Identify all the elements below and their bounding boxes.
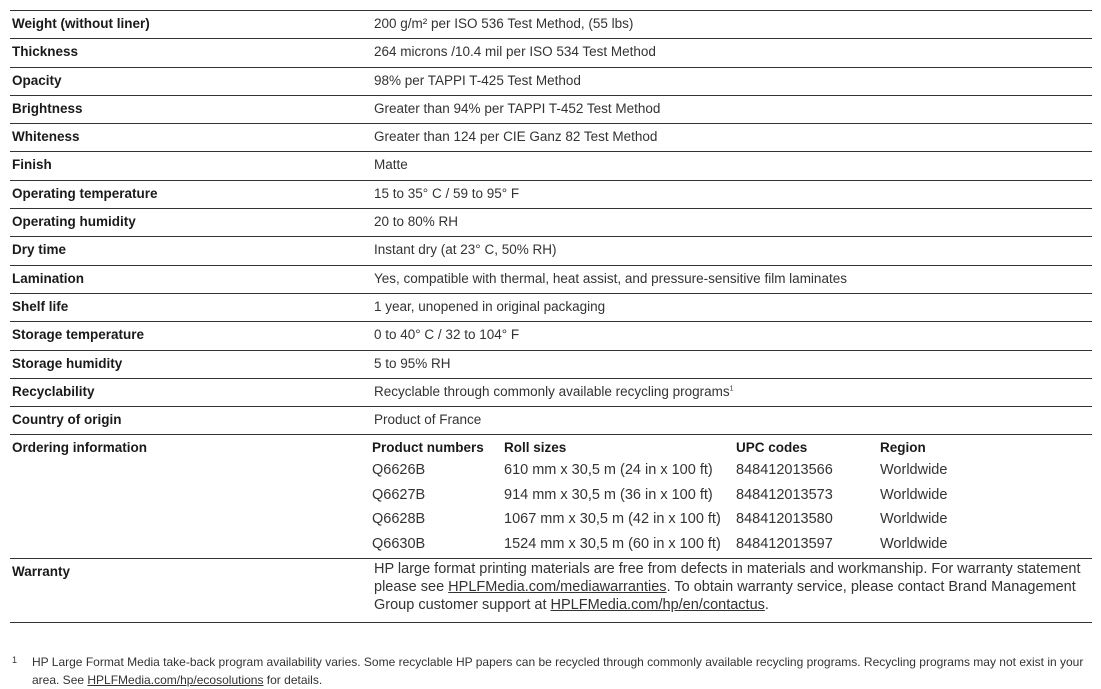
spec-value — [374, 407, 1092, 427]
spec-value-text: Product of France — [374, 412, 482, 428]
specifications-table — [10, 10, 1092, 614]
warranty-text-part: . — [764, 597, 769, 614]
spec-label: Finish — [12, 157, 52, 173]
warranty-text — [374, 559, 1092, 614]
spec-row — [10, 67, 1092, 95]
spec-value-text: 15 to 35° C / 59 to 95° F — [374, 185, 520, 201]
spec-label: Brightness — [12, 100, 83, 116]
spec-label: Recyclability — [12, 383, 95, 399]
product-number-cell: Q6630B — [372, 535, 426, 552]
spec-label: Whiteness — [12, 129, 80, 145]
spec-label: Thickness — [12, 44, 79, 60]
footnote-mark: 1 — [12, 655, 18, 665]
spec-value-text: 1 year, unopened in original packaging — [374, 298, 606, 314]
spec-row — [10, 236, 1092, 264]
spec-value-text: 20 to 80% RH — [374, 214, 459, 230]
spec-value — [374, 39, 1092, 59]
spec-label: Operating temperature — [12, 185, 158, 201]
spec-value-text: 0 to 40° C / 32 to 104° F — [374, 327, 520, 343]
table-row — [372, 484, 1092, 509]
region-cell: Worldwide — [880, 535, 948, 552]
spec-row — [10, 293, 1092, 321]
region-cell: Worldwide — [880, 462, 948, 479]
spec-label: Operating humidity — [12, 214, 136, 230]
spec-value — [374, 181, 1092, 201]
spec-value-text: 264 microns /10.4 mil per ISO 534 Test Method — [374, 44, 656, 60]
spec-value — [374, 68, 1092, 88]
spec-value-text: 5 to 95% RH — [374, 355, 451, 371]
spec-value-text: Yes, compatible with thermal, heat assist, and pressure-sensitive film laminates — [374, 270, 847, 286]
spec-row — [10, 378, 1092, 406]
spec-row — [10, 406, 1092, 434]
roll-size-cell: 1067 mm x 30,5 m (42 in x 100 ft) — [504, 511, 721, 528]
warranty-row — [10, 558, 1092, 614]
spec-value — [374, 379, 1092, 399]
ordering-header — [372, 435, 1092, 459]
contact-us-link[interactable]: HPLFMedia.com/hp/en/contactus — [550, 597, 765, 614]
footnote-text — [32, 653, 1092, 689]
warranty-text-part: HP large format printing materials are free from defects in materials and workmanship. For warranty statement please see — [374, 561, 1081, 596]
spec-value-text: Greater than 94% per TAPPI T-452 Test Method — [374, 100, 661, 116]
spec-value — [374, 237, 1092, 257]
spec-row — [10, 95, 1092, 123]
header-roll-sizes: Roll sizes — [504, 440, 567, 456]
media-warranties-link[interactable]: HPLFMedia.com/mediawarranties — [448, 579, 667, 596]
spec-value — [374, 351, 1092, 371]
warranty-text-part: . To obtain warranty service, please contact Brand Management Group customer support at — [374, 579, 1076, 614]
header-region: Region — [880, 440, 926, 456]
table-bottom-rule — [10, 622, 1092, 623]
spec-row — [10, 208, 1092, 236]
spec-label: Country of origin — [12, 412, 122, 428]
spec-row — [10, 10, 1092, 38]
spec-value-text: 200 g/m² per ISO 536 Test Method, (55 lbs) — [374, 16, 634, 31]
table-row — [372, 508, 1092, 533]
spec-value — [374, 152, 1092, 172]
spec-row — [10, 180, 1092, 208]
region-cell: Worldwide — [880, 486, 948, 503]
upc-code-cell: 848412013573 — [736, 486, 833, 503]
spec-value-text: Matte — [374, 157, 408, 173]
header-upc-codes: UPC codes — [736, 440, 808, 456]
spec-value-text: Recyclable through commonly available recycling programs — [374, 383, 730, 399]
ordering-information-row — [10, 434, 1092, 558]
table-row — [372, 459, 1092, 484]
upc-code-cell: 848412013597 — [736, 535, 833, 552]
footnote-text-part: HP Large Format Media take-back program availability varies. Some recyclable HP papers can be recycled through commonly available recycling programs. Recycling programs may not exist in your area. See — [32, 655, 1084, 687]
region-cell: Worldwide — [880, 511, 948, 528]
footnote-text-part: for details. — [263, 673, 323, 687]
spec-value — [374, 294, 1092, 314]
spec-row — [10, 38, 1092, 66]
table-row — [372, 533, 1092, 558]
spec-value — [374, 209, 1092, 229]
spec-value — [374, 322, 1092, 342]
spec-row — [10, 151, 1092, 179]
spec-value-text: Instant dry (at 23° C, 50% RH) — [374, 242, 557, 258]
spec-row — [10, 265, 1092, 293]
spec-value-text: Greater than 124 per CIE Ganz 82 Test Method — [374, 129, 658, 145]
ordering-table — [372, 435, 1092, 557]
product-number-cell: Q6628B — [372, 511, 426, 528]
spec-label: Warranty — [12, 564, 71, 580]
spec-label: Ordering information — [12, 440, 147, 456]
spec-label: Weight (without liner) — [12, 16, 150, 31]
footnote — [12, 653, 1092, 689]
spec-value-text: 98% per TAPPI T-425 Test Method — [374, 72, 581, 88]
product-number-cell: Q6627B — [372, 486, 426, 503]
upc-code-cell: 848412013580 — [736, 511, 833, 528]
spec-label: Storage temperature — [12, 327, 145, 343]
roll-size-cell: 1524 mm x 30,5 m (60 in x 100 ft) — [504, 535, 721, 552]
product-number-cell: Q6626B — [372, 462, 426, 479]
spec-row — [10, 123, 1092, 151]
spec-value — [374, 96, 1092, 116]
spec-value — [374, 11, 1092, 31]
footnote-reference: 1 — [729, 385, 734, 393]
spec-label: Shelf life — [12, 298, 69, 314]
ecosolutions-link[interactable]: HPLFMedia.com/hp/ecosolutions — [87, 673, 264, 687]
roll-size-cell: 914 mm x 30,5 m (36 in x 100 ft) — [504, 486, 713, 503]
spec-value — [374, 266, 1092, 286]
spec-row — [10, 350, 1092, 378]
spec-label: Lamination — [12, 270, 85, 286]
spec-label: Dry time — [12, 242, 67, 258]
roll-size-cell: 610 mm x 30,5 m (24 in x 100 ft) — [504, 462, 713, 479]
header-product-numbers: Product numbers — [372, 440, 484, 456]
spec-label: Opacity — [12, 72, 62, 88]
spec-value — [374, 124, 1092, 144]
upc-code-cell: 848412013566 — [736, 462, 833, 479]
spec-label: Storage humidity — [12, 355, 123, 371]
spec-row — [10, 321, 1092, 349]
